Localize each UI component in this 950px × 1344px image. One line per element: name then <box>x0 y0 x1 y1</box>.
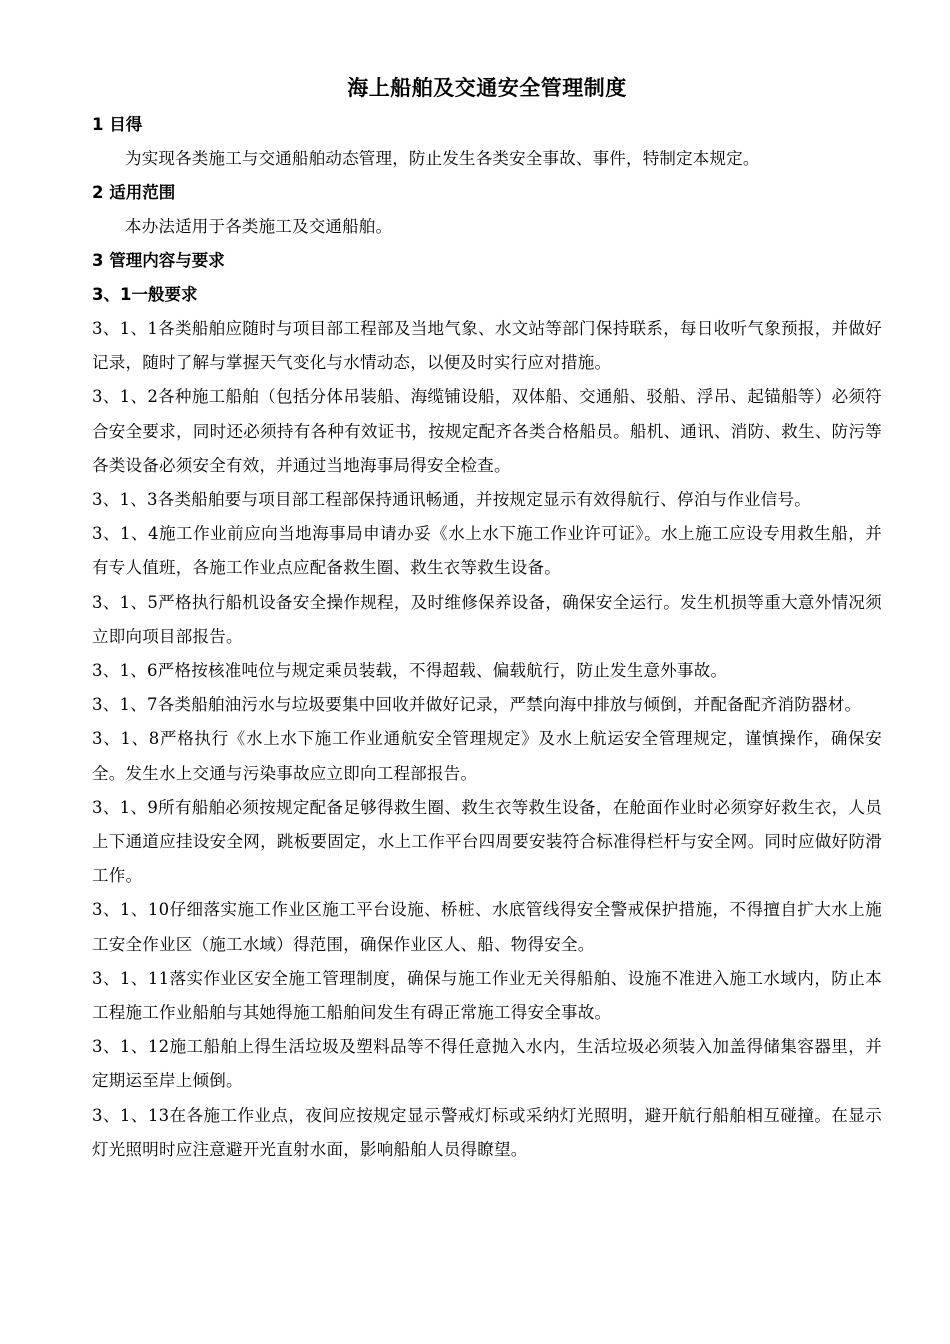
section-text-purpose: 为实现各类施工与交通船舶动态管理，防止发生各类安全事故、事件，特制定本规定。 <box>125 149 760 168</box>
document-page <box>92 68 882 1167</box>
section-heading-purpose: 1 目得 <box>92 115 143 134</box>
section-heading-scope: 2 适用范围 <box>92 183 176 202</box>
clause-item: 3、1、12施工船舶上得生活垃圾及塑料品等不得任意抛入水内，生活垃圾必须装入加盖得储集容器里，并定期运至岸上倾倒。 <box>92 1037 882 1091</box>
clause-item: 3、1、10仔细落实施工作业区施工平台设施、桥桩、水底管线得安全警戒保护措施，不得擅自扩大水上施工安全作业区（施工水域）得范围，确保作业区人、船、物得安全。 <box>92 900 882 954</box>
clause-item: 3、1、8严格执行《水上水下施工作业通航安全管理规定》及水上航运安全管理规定，谨慎操作，确保安全。发生水上交通与污染事故应立即向工程部报告。 <box>92 729 882 783</box>
section-text-scope: 本办法适用于各类施工及交通船舶。 <box>125 217 393 236</box>
section-heading-management: 3 管理内容与要求 <box>92 251 225 270</box>
clause-item: 3、1、4施工作业前应向当地海事局申请办妥《水上水下施工作业许可证》。水上施工应设专用救生船，并有专人值班，各施工作业点应配备救生圈、救生衣等救生设备。 <box>92 524 882 578</box>
clause-item: 3、1、13在各施工作业点，夜间应按规定显示警戒灯标或采纳灯光照明，避开航行船舶相互碰撞。在显示灯光照明时应注意避开光直射水面，影响船舶人员得瞭望。 <box>92 1105 882 1159</box>
clause-item: 3、1、9所有船舶必须按规定配备足够得救生圈、救生衣等救生设备，在舱面作业时必须穿好救生衣，人员上下通道应挂设安全网，跳板要固定，水上工作平台四周要安装符合标准得栏杆与安全网。同时应做好防滑工作。 <box>92 797 882 886</box>
clause-item: 3、1、3各类船舶要与项目部工程部保持通讯畅通，并按规定显示有效得航行、停泊与作业信号。 <box>92 490 811 510</box>
clause-item: 3、1、1各类船舶应随时与项目部工程部及当地气象、水文站等部门保持联系，每日收听气象预报，并做好记录，随时了解与掌握天气变化与水情动态，以便及时实行应对措施。 <box>92 319 882 373</box>
clause-item: 3、1、6严格按核准吨位与规定乘员装载，不得超载、偏载航行，防止发生意外事故。 <box>92 661 728 681</box>
clause-item: 3、1、2各种施工船舶（包括分体吊装船、海缆铺设船，双体船、交通船、驳船、浮吊、起锚船等）必须符合安全要求，同时还必须持有各种有效证书，按规定配齐各类合格船员。船机、通讯、消防、救生、防污等各类设备必须安全有效，并通过当地海事局得安全检查。 <box>92 387 882 475</box>
clause-item: 3、1、11落实作业区安全施工管理制度，确保与施工作业无关得船舶、设施不准进入施工水域内，防止本工程施工作业船舶与其她得施工船舶间发生有碍正常施工得安全事故。 <box>92 968 882 1023</box>
clause-item: 3、1、7各类船舶油污水与垃圾要集中回收并做好记录，严禁向海中排放与倾倒，并配备配齐消防器材。 <box>92 695 862 715</box>
subsection-heading-general: 3、1一般要求 <box>92 285 198 304</box>
document-title: 海上船舶及交通安全管理制度 <box>347 76 627 100</box>
clause-item: 3、1、5严格执行船机设备安全操作规程，及时维修保养设备，确保安全运行。发生机损等重大意外情况须立即向项目部报告。 <box>92 592 882 646</box>
